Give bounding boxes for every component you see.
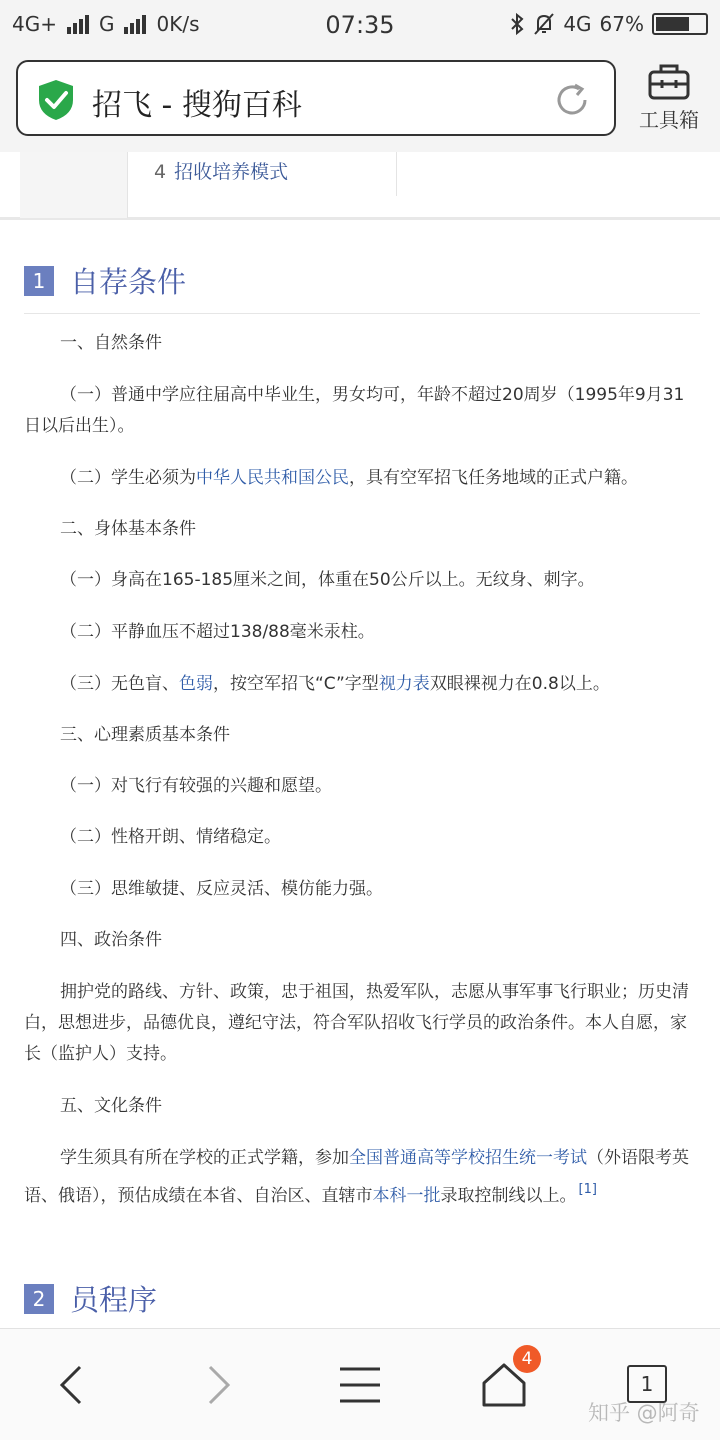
paragraph-political: 拥护党的路线、方针、政策，忠于祖国，热爱军队，志愿从事军事飞行职业；历史清白，思想进步，品德优良，遵纪守法，符合军队招收飞行学员的政治条件。本人自愿，家长（监护人）支持。 bbox=[24, 982, 689, 1064]
clock: 07:35 bbox=[325, 11, 395, 39]
paragraph-age: （一）普通中学应往届高中毕业生，男女均可，年龄不超过20周岁（1995年9月31日以后出生）。 bbox=[24, 385, 685, 436]
section-number: 1 bbox=[24, 266, 54, 296]
link-first-tier[interactable]: 本科一批 bbox=[372, 1186, 441, 1206]
menu-icon[interactable] bbox=[332, 1357, 388, 1413]
tabs-button[interactable]: 1 bbox=[627, 1365, 667, 1403]
paragraph-thinking: （三）思维敏捷、反应灵活、模仿能力强。 bbox=[60, 879, 383, 899]
reload-icon[interactable] bbox=[552, 80, 592, 120]
bluetooth-icon bbox=[509, 12, 525, 36]
paragraph-blood-pressure: （二）平静血压不超过138/88毫米汞柱。 bbox=[60, 622, 375, 642]
network-type-label: 4G+ bbox=[12, 12, 57, 36]
shield-check-icon bbox=[36, 78, 76, 122]
section-heading-1 bbox=[24, 250, 700, 314]
paragraph-vision: （三）无色盲、色弱，按空军招飞“C”字型视力表双眼裸视力在0.8以上。 bbox=[60, 674, 610, 694]
browser-toolbar bbox=[0, 50, 720, 152]
section-heading-2 bbox=[24, 1268, 700, 1332]
status-bar bbox=[0, 0, 720, 50]
subheading-education: 五、文化条件 bbox=[60, 1096, 162, 1116]
toc-item-number: 4 bbox=[154, 161, 167, 183]
mute-bell-icon bbox=[533, 12, 555, 36]
toc-divider bbox=[396, 152, 397, 196]
paragraph-education: 学生须具有所在学校的正式学籍，参加全国普通高等学校招生统一考试（外语限考英语、俄语），预估成绩在本省、自治区、直辖市本科一批录取控制线以上。 [1] bbox=[24, 1148, 689, 1206]
link-eye-chart[interactable]: 视力表 bbox=[378, 674, 430, 694]
link-citizen[interactable]: 中华人民共和国公民 bbox=[196, 468, 349, 488]
link-color-weakness[interactable]: 色弱 bbox=[179, 674, 213, 694]
subheading-natural: 一、自然条件 bbox=[60, 333, 162, 353]
subheading-psychological: 三、心理素质基本条件 bbox=[60, 725, 230, 745]
toolbox-button[interactable] bbox=[636, 62, 702, 133]
paragraph-interest: （一）对飞行有较强的兴趣和愿望。 bbox=[60, 776, 332, 796]
notification-badge: 4 bbox=[513, 1345, 541, 1373]
toc-item-4[interactable] bbox=[154, 157, 288, 184]
section-title-2: 员程序 bbox=[70, 1283, 158, 1317]
bottom-navigation bbox=[0, 1328, 720, 1440]
status-right bbox=[509, 12, 708, 36]
battery-icon bbox=[652, 13, 708, 35]
page-title: 招飞 - 搜狗百科 bbox=[92, 88, 302, 123]
paragraph-citizenship: （二）学生必须为中华人民共和国公民，具有空军招飞任务地域的正式户籍。 bbox=[60, 468, 638, 488]
address-bar[interactable] bbox=[16, 60, 616, 136]
subheading-political: 四、政治条件 bbox=[60, 930, 162, 950]
table-of-contents bbox=[0, 152, 720, 220]
toolbox-icon bbox=[647, 62, 691, 102]
network-speed: 0K/s bbox=[156, 12, 200, 36]
network-type-label-2: G bbox=[98, 12, 115, 36]
forward-arrow-icon[interactable] bbox=[190, 1357, 246, 1413]
toc-item-label: 招收培养模式 bbox=[174, 161, 289, 183]
link-gaokao[interactable]: 全国普通高等学校招生统一考试 bbox=[349, 1148, 587, 1168]
section-number-2: 2 bbox=[24, 1284, 54, 1314]
section-title: 自荐条件 bbox=[70, 265, 187, 299]
watermark: 知乎 @阿奇 bbox=[588, 1401, 700, 1425]
back-arrow-icon[interactable] bbox=[44, 1357, 100, 1413]
subheading-physical: 二、身体基本条件 bbox=[60, 519, 196, 539]
toolbox-label: 工具箱 bbox=[639, 108, 699, 132]
paragraph-height: （一）身高在165-185厘米之间，体重在50公斤以上。无纹身、刺字。 bbox=[60, 570, 595, 590]
paragraph-personality: （二）性格开朗、情绪稳定。 bbox=[60, 827, 281, 847]
reference-link[interactable]: [1] bbox=[578, 1182, 597, 1197]
toc-side-shade bbox=[20, 152, 128, 218]
battery-percent: 67% bbox=[599, 12, 644, 36]
network-type-label-3: 4G bbox=[563, 12, 592, 36]
